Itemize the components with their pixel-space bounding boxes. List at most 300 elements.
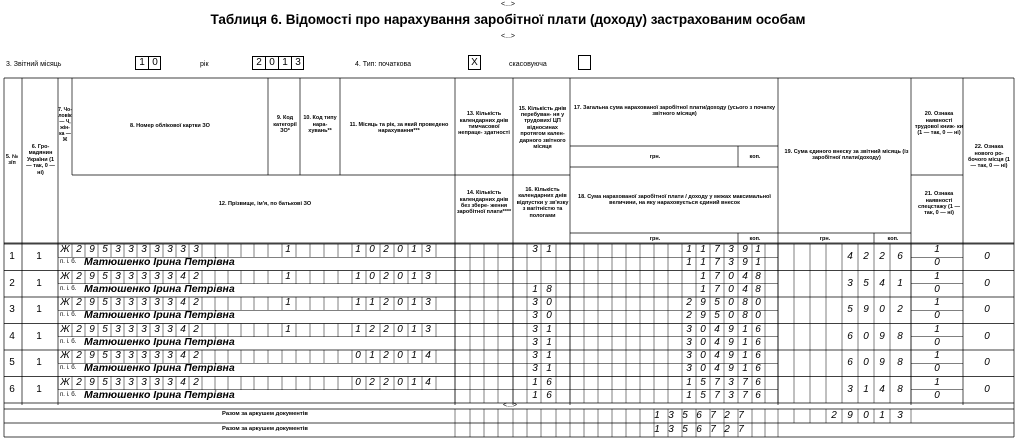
card-digit: 9 [89,350,95,361]
sum17-digit: 7 [714,270,720,282]
card-digit: 5 [102,350,108,361]
sum19-digit: 2 [863,251,869,262]
flag21: 0 [934,363,940,375]
flag22: 0 [984,304,990,315]
days-digit: 1 [546,244,552,255]
month-year-digit: 0 [397,297,403,308]
flag21: 0 [934,310,940,322]
sum17-digit: 1 [686,376,692,388]
card-digit: 3 [115,376,121,388]
total17-digit: 5 [682,410,688,421]
pib-label: п. і. б. [60,285,77,292]
month-year-digit: 4 [425,376,431,388]
pib-label: п. і. б. [60,391,77,398]
row-number: 3 [9,304,15,315]
flag20: 1 [934,270,940,282]
card-digit: 3 [128,350,134,361]
total17-digit: 7 [710,410,716,421]
col12-header: 12. Прізвище, ім'я, по батькові ЗО [218,200,312,207]
month-year-digit: 2 [383,244,389,255]
card-digit: 3 [154,244,160,255]
card-digit: 3 [115,244,121,255]
sum19-digit: 8 [897,330,903,342]
card-digit: 3 [180,244,186,255]
card-digit: 3 [141,270,147,282]
col20-header: 20. Ознака наявності трудової книж- ки (1 — так, 0 — ні) [914,111,964,137]
sum17-digit: 7 [714,376,720,388]
days-digit: 3 [532,336,538,348]
card-digit: 2 [193,323,199,335]
month-year-digit: 2 [383,323,389,335]
days-digit: 1 [532,389,538,401]
month-year-digit: 3 [425,270,431,282]
sum17-digit: 1 [742,323,748,335]
card-digit: 2 [193,376,199,388]
days-digit: 1 [546,350,552,361]
sum19-digit: 6 [847,330,853,342]
card-digit: 3 [154,350,160,361]
col18-grn-label: грн. [649,235,661,242]
flag20: 1 [934,244,940,255]
total18-digit: 6 [696,424,702,435]
card-digit: 3 [128,323,134,335]
citizen-flag: 1 [36,383,42,395]
month-year-digit: 2 [383,376,389,388]
card-digit: 3 [141,376,147,388]
days-digit: 3 [532,297,538,308]
month-year-digit: 1 [411,297,417,308]
total17-digit: 7 [738,410,744,421]
days-digit: 1 [546,323,552,335]
total17-digit: 2 [724,410,730,421]
total17-digit: 3 [668,410,674,421]
total18-digit: 5 [682,424,688,435]
total17-digit: 6 [696,410,702,421]
month-year-digit: 1 [369,297,375,308]
card-digit: 3 [167,297,173,308]
col18-header: 18. Сума нарахованої заробітної плати / доходу у межах максимальної величини, на яку нараховується єдиний внесок [578,193,771,206]
type-cancel-label: скасовуюча [509,61,547,68]
citizen-flag: 1 [36,251,42,262]
sum18-digit: 1 [742,336,748,348]
total19-digit: 1 [879,410,885,421]
sum19-digit: 0 [863,357,869,368]
card-digit: 3 [128,376,134,388]
sum18-digit: 7 [714,257,720,269]
card-digit: 3 [141,297,147,308]
sum19-digit: 3 [847,383,853,395]
card-digit: 5 [102,270,108,282]
sum18-digit: 3 [686,336,692,348]
flag21: 0 [934,336,940,348]
sum19-digit: 0 [863,330,869,342]
card-digit: 4 [180,270,186,282]
month-year-digit: 0 [397,270,403,282]
sum18-digit: 1 [742,363,748,375]
sum17-digit: 5 [700,376,706,388]
sum17-digit: 0 [728,270,734,282]
days-digit: 0 [546,310,552,322]
col22-header: 22. Ознака нового ро- бочого місця (1 — так, 0 — ні) [968,144,1010,170]
sum18-digit: 3 [728,389,734,401]
days-digit: 3 [532,323,538,335]
sex-cell: Ж [60,270,70,282]
card-digit: 4 [180,323,186,335]
card-digit: 3 [167,376,173,388]
days-digit: 3 [532,244,538,255]
days-digit: 6 [546,389,552,401]
sum18-digit: 0 [700,363,706,375]
month-year-digit: 1 [411,244,417,255]
sum17-digit: 1 [742,350,748,361]
sum18-digit: 3 [728,257,734,269]
total18-digit: 3 [668,424,674,435]
sum17-digit: 9 [700,297,706,308]
sum17-digit: 9 [742,244,748,255]
month-label: 3. Звітний місяць [6,61,62,68]
year-label: рік [200,61,209,68]
days-digit: 1 [532,283,538,295]
col16-header: 16. Кількість календарних днів відпустки у зв'язку з вагітністю та пологами [516,186,569,219]
sum17-digit: 4 [742,270,748,282]
flag21: 0 [934,257,940,269]
month-year-digit: 0 [397,244,403,255]
total-label-2: Разом за аркушем документів [222,426,308,432]
days-digit: 1 [546,336,552,348]
sum19-digit: 9 [879,357,885,368]
month-year-digit: 2 [383,270,389,282]
month-year-digit: 3 [425,244,431,255]
sum17-digit: 3 [686,323,692,335]
col11-header: 11. Місяць та рік, за який проведено нарахування*** [349,121,449,134]
col13-header: 13. Кількість календарних днів тимчасової непраце- здатності [458,111,510,137]
days-digit: 0 [546,297,552,308]
card-digit: 5 [102,376,108,388]
category-digit: 1 [285,297,291,308]
card-digit: 3 [167,350,173,361]
sum19-digit: 8 [897,357,903,368]
card-digit: 2 [76,376,82,388]
card-digit: 2 [76,350,82,361]
sum17-digit: 0 [728,297,734,308]
nav-mid-marker[interactable]: <...> [500,33,515,40]
sum17-digit: 3 [728,376,734,388]
sum19-digit: 5 [847,304,853,315]
month-year-digit: 0 [355,376,361,388]
month-year-digit: 1 [355,270,361,282]
card-digit: 3 [154,376,160,388]
sum18-digit: 1 [700,283,706,295]
category-digit: 1 [285,323,291,335]
card-digit: 2 [76,323,82,335]
sum17-digit: 6 [755,323,761,335]
row-number: 6 [9,383,15,395]
sum17-digit: 6 [755,350,761,361]
sum17-digit: 9 [728,323,734,335]
col8-header: 8. Номер облікової картки ЗО [130,122,210,129]
col19-header: 19. Сума єдиного внеску за звітний місяць (із заробітної плати/доходу) [784,148,909,161]
card-digit: 3 [154,323,160,335]
sum18-digit: 7 [714,389,720,401]
sum18-digit: 8 [755,283,761,295]
month-year-digit: 2 [383,297,389,308]
month-year-digit: 0 [397,323,403,335]
total17-digit: 1 [654,410,660,421]
year-digit: 0 [269,57,275,68]
month-year-digit: 2 [383,350,389,361]
sum17-digit: 0 [700,323,706,335]
pib-label: п. і. б. [60,365,77,372]
sum19-digit: 6 [897,251,903,262]
person-name: Матюшенко Ірина Петрівна [84,282,235,295]
sum19-digit: 2 [897,304,903,315]
sum18-digit: 5 [700,389,706,401]
sum17-digit: 4 [714,323,720,335]
month-year-digit: 1 [355,244,361,255]
col17-header: 17. Загальна сума нарахованої заробітної плати/доходу (усього з початку звітного місяця) [573,104,776,117]
month-year-digit: 1 [411,350,417,361]
year-digit: 3 [295,57,301,68]
month-year-digit: 0 [397,376,403,388]
days-digit: 8 [546,283,552,295]
days-digit: 3 [532,310,538,322]
type-initial-checkbox[interactable]: X [468,55,481,70]
card-digit: 3 [167,244,173,255]
nav-bottom-marker[interactable]: <...> [502,402,517,409]
card-digit: 9 [89,323,95,335]
card-digit: 9 [89,244,95,255]
card-digit: 4 [180,350,186,361]
flag22: 0 [984,383,990,395]
sum18-digit: 7 [714,283,720,295]
flag22: 0 [984,357,990,368]
row-number: 2 [9,277,15,289]
sum19-digit: 4 [847,251,853,262]
days-digit: 3 [532,350,538,361]
flag20: 1 [934,376,940,388]
year-digit: 2 [256,57,262,68]
flag20: 1 [934,297,940,308]
sum18-digit: 5 [714,310,720,322]
card-digit: 4 [180,297,186,308]
sum17-digit: 1 [686,244,692,255]
sum18-digit: 7 [742,389,748,401]
col14-header: 14. Кількість календарних днів без збере- ження заробітної плати**** [456,190,512,216]
nav-top-marker[interactable]: <...> [500,1,515,8]
card-digit: 3 [128,297,134,308]
total19-digit: 2 [831,410,837,421]
type-label: 4. Тип: початкова [355,61,412,68]
sum19-digit: 5 [863,277,869,289]
card-digit: 3 [193,244,199,255]
citizen-flag: 1 [36,277,42,289]
sum17-digit: 9 [728,350,734,361]
month-year-digit: 4 [425,350,431,361]
pib-label: п. і. б. [60,312,77,319]
person-name: Матюшенко Ірина Петрівна [84,256,235,269]
card-digit: 2 [193,350,199,361]
sum18-digit: 0 [700,336,706,348]
month-year-digit: 0 [397,350,403,361]
total18-digit: 1 [654,424,660,435]
flag22: 0 [984,330,990,342]
sum19-digit: 9 [879,330,885,342]
sum19-digit: 9 [863,304,869,315]
row-number: 1 [9,251,15,262]
card-digit: 3 [115,350,121,361]
sum17-digit: 8 [755,270,761,282]
sum18-digit: 6 [755,363,761,375]
month-year-digit: 1 [369,350,375,361]
sex-cell: Ж [60,297,70,308]
sum18-digit: 6 [755,389,761,401]
card-digit: 5 [102,323,108,335]
card-digit: 3 [141,244,147,255]
sum18-digit: 3 [686,363,692,375]
sum18-digit: 2 [686,310,692,322]
col10-header: 10. Код типу нара- хувань** [303,115,337,135]
card-digit: 3 [154,270,160,282]
sum18-digit: 6 [755,336,761,348]
month-year-digit: 0 [369,244,375,255]
card-digit: 3 [128,244,134,255]
person-name: Матюшенко Ірина Петрівна [84,388,235,401]
month-year-digit: 0 [369,270,375,282]
year-digit: 1 [282,57,288,68]
month-year-digit: 1 [355,297,361,308]
col17-kop-label: коп. [749,153,761,160]
card-digit: 5 [102,297,108,308]
card-digit: 3 [115,270,121,282]
col9-header: 9. Код категорії ЗО* [273,115,297,135]
col18-kop-label: коп. [749,235,761,242]
flag20: 1 [934,350,940,361]
month-year-digit: 3 [425,297,431,308]
card-digit: 4 [180,376,186,388]
person-name: Матюшенко Ірина Петрівна [84,362,235,375]
card-digit: 2 [193,270,199,282]
card-digit: 3 [167,270,173,282]
card-digit: 2 [76,297,82,308]
sum17-digit: 5 [714,297,720,308]
page-title: Таблиця 6. Відомості про нарахування заробітної плати (доходу) застрахованим особам [210,12,806,27]
month-digit: 1 [139,57,145,68]
card-digit: 5 [102,244,108,255]
sex-cell: Ж [60,350,70,361]
sum19-digit: 4 [879,383,885,395]
sum18-digit: 9 [728,363,734,375]
days-digit: 3 [532,363,538,375]
sum17-digit: 3 [728,244,734,255]
flag21: 0 [934,389,940,401]
sum18-digit: 8 [742,310,748,322]
col15-header: 15. Кількість днів перебуван- ня у трудових/ ЦП відносинах протягом кален- дарного звітного місяця [518,105,567,151]
pib-label: п. і. б. [60,259,77,266]
card-digit: 2 [76,244,82,255]
citizen-flag: 1 [36,304,42,315]
col19-kop-label: коп. [887,235,899,242]
card-digit: 9 [89,297,95,308]
sum18-digit: 9 [728,336,734,348]
sex-cell: Ж [60,323,70,335]
month-year-digit: 2 [369,376,375,388]
flag20: 1 [934,323,940,335]
total-label-1: Разом за аркушем документів [222,411,308,417]
days-digit: 1 [546,363,552,375]
card-digit: 2 [193,297,199,308]
flag22: 0 [984,277,990,289]
sum17-digit: 6 [755,376,761,388]
card-digit: 2 [76,270,82,282]
sum18-digit: 0 [755,310,761,322]
sum18-digit: 0 [728,310,734,322]
month-year-digit: 2 [369,323,375,335]
sum18-digit: 4 [714,363,720,375]
card-digit: 3 [115,323,121,335]
total18-digit: 7 [738,424,744,435]
sum18-digit: 9 [742,257,748,269]
month-year-digit: 1 [411,270,417,282]
sum17-digit: 7 [742,376,748,388]
month-year-digit: 0 [355,350,361,361]
sum17-digit: 0 [700,350,706,361]
month-year-digit: 1 [411,376,417,388]
sum19-digit: 3 [847,277,853,289]
card-digit: 9 [89,376,95,388]
person-name: Матюшенко Ірина Петрівна [84,335,235,348]
month-year-digit: 1 [355,323,361,335]
card-digit: 3 [115,297,121,308]
sum17-digit: 3 [686,350,692,361]
sum17-digit: 1 [755,244,761,255]
sum18-digit: 1 [686,389,692,401]
month-year-digit: 3 [425,323,431,335]
col21-header: 21. Ознака наявності спецстажу (1 — так, 0 — ні) [918,191,960,217]
sex-cell: Ж [60,244,70,255]
sum19-digit: 8 [897,383,903,395]
person-name: Матюшенко Ірина Петрівна [84,309,235,322]
category-digit: 1 [285,244,291,255]
sum17-digit: 1 [700,270,706,282]
days-digit: 6 [546,376,552,388]
sum18-digit: 0 [728,283,734,295]
sum17-digit: 8 [742,297,748,308]
category-digit: 1 [285,270,291,282]
col7-header: 7. Чо- ловік — Ч, жін- ка — Ж [58,107,72,143]
sum19-digit: 1 [863,383,869,395]
month-digit: 0 [152,57,158,68]
sum19-digit: 4 [879,277,885,289]
citizen-flag: 1 [36,357,42,368]
month-year-digit: 1 [411,323,417,335]
total18-digit: 7 [710,424,716,435]
card-digit: 3 [128,270,134,282]
sum17-digit: 4 [714,350,720,361]
flag22: 0 [984,251,990,262]
col19-grn-label: грн. [819,235,831,242]
sum18-digit: 1 [686,257,692,269]
citizen-flag: 1 [36,330,42,342]
card-digit: 3 [154,297,160,308]
sum17-digit: 2 [686,297,692,308]
total19-digit: 3 [897,410,903,421]
sum19-digit: 1 [897,277,903,289]
card-digit: 3 [167,323,173,335]
sum17-digit: 0 [755,297,761,308]
days-digit: 1 [532,376,538,388]
sum18-digit: 4 [742,283,748,295]
sum18-digit: 1 [700,257,706,269]
